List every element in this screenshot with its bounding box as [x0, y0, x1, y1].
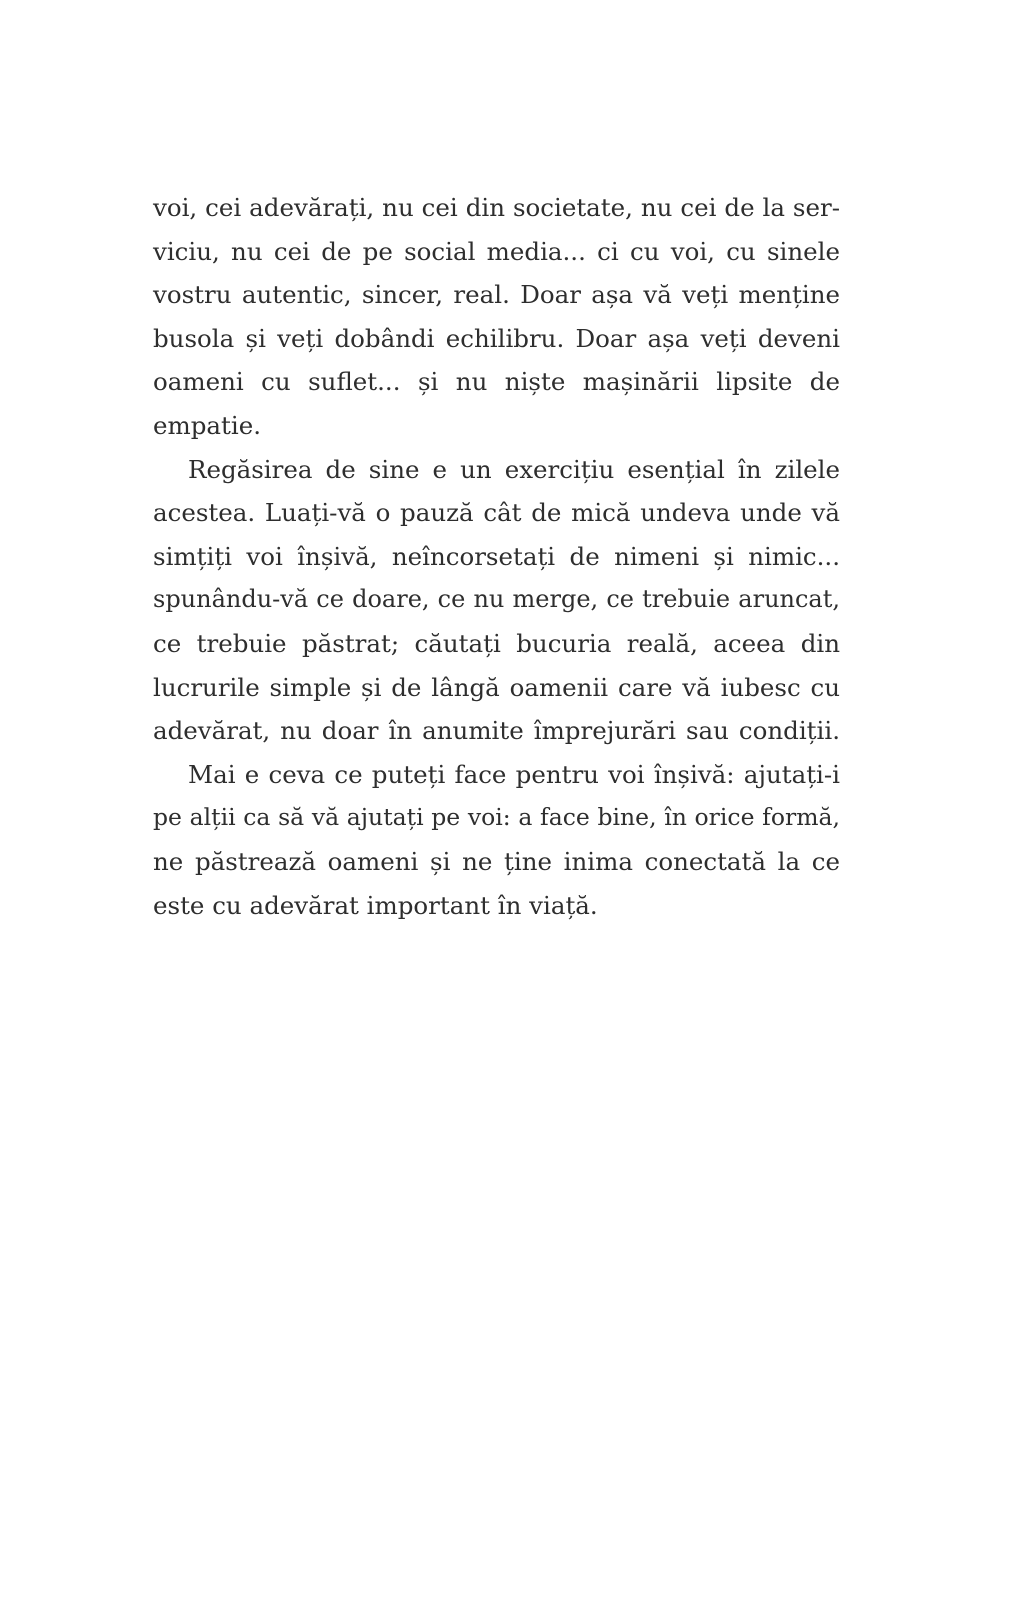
- paragraph-2: [153, 448, 840, 753]
- text-line: Mai e ceva ce puteți face pentru voi înșivă: ajutați-i: [188, 759, 840, 789]
- text-line: voi, cei adevărați, nu cei din societate, nu cei de la ser-: [153, 193, 840, 222]
- paragraph-1: [153, 186, 840, 448]
- text-line: busola și veți dobândi echilibru. Doar așa veți deveni: [153, 323, 840, 353]
- text-line: ne păstrează oameni și ne ține inima conectată la ce: [153, 846, 840, 876]
- text-line: spunându-vă ce doare, ce nu merge, ce trebuie aruncat,: [153, 585, 840, 614]
- text-line: acestea. Luați-vă o pauză cât de mică undeva unde vă: [153, 498, 840, 528]
- text-line: adevărat, nu doar în anumite împrejurări sau condiții.: [153, 716, 840, 746]
- text-line: viciu, nu cei de pe social media... ci cu voi, cu sinele: [153, 236, 840, 266]
- text-line: este cu adevărat important în viață.: [153, 890, 598, 920]
- text-line: Regăsirea de sine e un exercițiu esențial în zilele: [188, 454, 840, 484]
- paragraph-3: [153, 753, 840, 927]
- text-line: pe alții ca să vă ajutați pe voi: a face bine, în orice formă,: [153, 803, 840, 832]
- text-line: empatie.: [153, 410, 261, 440]
- text-line: simțiți voi înșivă, neîncorsetați de nimeni și nimic...: [153, 541, 840, 571]
- text-line: oameni cu suflet... și nu niște mașinării lipsite de: [153, 367, 840, 397]
- text-line: vostru autentic, sincer, real. Doar așa vă veți menține: [153, 280, 840, 310]
- text-line: ce trebuie păstrat; căutați bucuria reală, aceea din: [153, 628, 840, 658]
- book-page-text: [153, 186, 840, 927]
- text-line: lucrurile simple și de lângă oamenii care vă iubesc cu: [153, 672, 840, 702]
